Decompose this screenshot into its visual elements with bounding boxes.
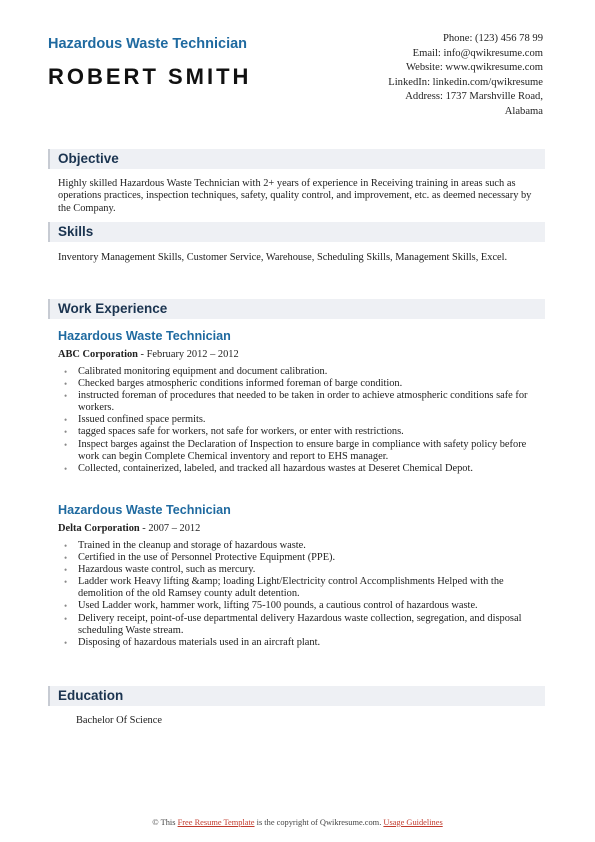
- job-dates: - 2007 – 2012: [139, 523, 201, 534]
- contact-email: Email: info@qwikresume.com: [412, 47, 543, 59]
- contact-address-state: Alabama: [504, 105, 543, 117]
- footer-middle: is the copyright of Qwikresume.com.: [254, 818, 384, 827]
- skills-text: Inventory Management Skills, Customer Service, Warehouse, Scheduling Skills, Management Skills, Excel.: [58, 252, 508, 263]
- list-item: • Calibrated monitoring equipment and document calibration.: [62, 366, 546, 378]
- section-heading: Education: [58, 688, 124, 703]
- list-item: • tagged spaces safe for workers, not safe for workers, or enter with restrictions.: [62, 426, 546, 438]
- footer-copyright: [0, 818, 595, 827]
- company-name: ABC Corporation: [58, 349, 138, 360]
- section-education: [48, 686, 545, 706]
- list-item: • Checked barges atmospheric conditions informed foreman of barge condition.: [62, 378, 546, 390]
- header-job-title: Hazardous Waste Technician: [48, 36, 248, 52]
- job-employer: [58, 523, 200, 534]
- job-dates: - February 2012 – 2012: [137, 349, 239, 360]
- free-resume-template-link[interactable]: Free Resume Template: [177, 818, 255, 827]
- list-item: • instructed foreman of procedures that needed to be taken in order to achieve atmospheric conditions safe for workers.: [62, 390, 546, 414]
- list-item: • Hazardous waste control, such as mercury.: [62, 564, 546, 576]
- candidate-name: ROBERT SMITH: [48, 64, 252, 89]
- list-item: • Inspect barges against the Declaration of Inspection to ensure barge in compliance with safety policy before work can begin Complete Chemical inventory and report to EHS manager.: [62, 439, 546, 463]
- section-objective: [48, 149, 545, 169]
- list-item: • Collected, containerized, labeled, and tracked all hazardous wastes at Deseret Chemical Depot.: [62, 463, 546, 475]
- job-title: Hazardous Waste Technician: [58, 503, 231, 517]
- list-item: • Issued confined space permits.: [62, 414, 546, 426]
- contact-address: Address: 1737 Marshville Road,: [405, 91, 543, 103]
- list-item: • Disposing of hazardous materials used in an aircraft plant.: [62, 637, 546, 649]
- list-item: • Delivery receipt, point-of-use departmental delivery Hazardous waste collection, segregation, and disposal scheduling Waste stream.: [62, 613, 546, 637]
- education-degree: Bachelor Of Science: [76, 715, 162, 726]
- section-heading: Objective: [58, 151, 119, 166]
- job-duties-list: [62, 366, 546, 475]
- contact-block: [323, 32, 543, 120]
- section-skills: [48, 222, 545, 242]
- contact-linkedin: LinkedIn: linkedin.com/qwikresume: [388, 76, 543, 88]
- company-name: Delta Corporation: [58, 523, 140, 534]
- section-work-experience: [48, 299, 545, 319]
- contact-website: Website: www.qwikresume.com: [405, 62, 543, 74]
- section-heading: Skills: [58, 224, 94, 239]
- list-item: • Used Ladder work, hammer work, lifting 75-100 pounds, a cautious control of hazardous waste.: [62, 600, 546, 612]
- list-item: • Ladder work Heavy lifting &amp; loading Light/Electricity control Accomplishments Helped with the demolition of the old Ramsey county adult detention.: [62, 576, 546, 600]
- objective-text: Highly skilled Hazardous Waste Technician with 2+ years of experience in Receiving training in areas such as operations practices, inspection techniques, safety, quality control, and improvement, etc. as deemed necessary by the Company.: [58, 178, 532, 214]
- section-heading: Work Experience: [58, 301, 168, 316]
- job-duties-list: [62, 540, 546, 649]
- usage-guidelines-link[interactable]: Usage Guidelines: [383, 818, 443, 827]
- job-title: Hazardous Waste Technician: [58, 329, 231, 343]
- list-item: • Trained in the cleanup and storage of hazardous waste.: [62, 540, 546, 552]
- contact-phone: Phone: (123) 456 78 99: [442, 33, 543, 44]
- list-item: • Certified in the use of Personnel Protective Equipment (PPE).: [62, 552, 546, 564]
- job-employer: [58, 349, 239, 360]
- footer-prefix: © This: [152, 818, 178, 827]
